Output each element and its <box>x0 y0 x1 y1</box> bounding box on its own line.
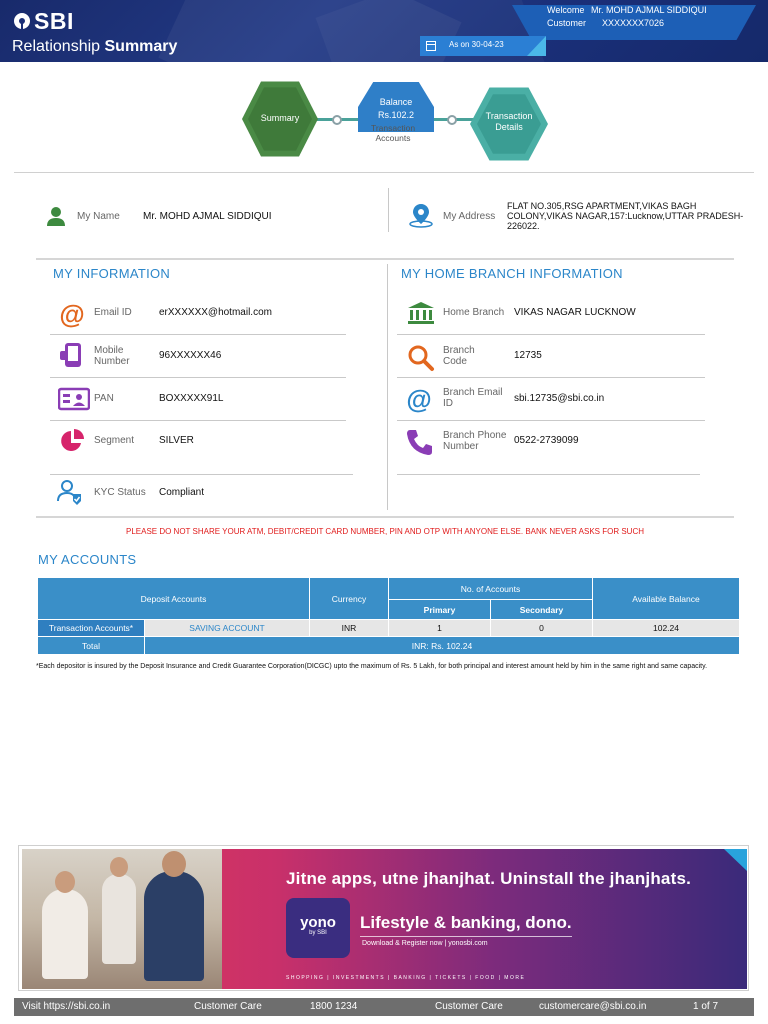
kyc-value: Compliant <box>159 487 205 498</box>
banner-download-text: Download & Register now | yonosbi.com <box>362 940 488 947</box>
page-number: 1 of 7 <box>693 1001 719 1012</box>
step-balance-sub: Transaction Accounts <box>370 123 416 143</box>
email-value: erXXXXXX@hotmail.com <box>159 307 272 318</box>
table-row <box>38 620 740 637</box>
account-product[interactable]: SAVING ACCOUNT <box>145 620 310 637</box>
sbi-logo-text: SBI <box>34 8 74 34</box>
branch-email-value: sbi.12735@sbi.co.in <box>514 393 605 404</box>
as-on-date: As on 30-04-23 <box>449 40 504 49</box>
account-currency: INR <box>310 620 389 637</box>
step-dot <box>447 115 457 125</box>
row-divider <box>397 377 705 378</box>
sbi-logo-icon <box>14 13 30 29</box>
footer-visit-link[interactable]: Visit https://sbi.co.in <box>22 1001 111 1012</box>
col-number-of-accounts: No. of Accounts <box>389 578 593 600</box>
at-sign-icon <box>405 385 433 413</box>
my-accounts-heading: MY ACCOUNTS <box>38 552 137 567</box>
phone-icon <box>406 428 434 456</box>
id-card-icon <box>58 387 90 411</box>
row-divider <box>50 474 353 475</box>
row-divider <box>50 377 346 378</box>
step-transaction-line2: Details <box>495 122 523 132</box>
branch-code-label: Branch Code <box>443 345 475 367</box>
welcome-name: Mr. MOHD AJMAL SIDDIQUI <box>591 5 707 15</box>
branch-phone-value: 0522-2739099 <box>514 435 579 446</box>
kyc-label: KYC Status <box>94 487 146 498</box>
yono-logo-sub: by SBI <box>309 930 327 936</box>
col-primary: Primary <box>389 600 491 620</box>
col-currency: Currency <box>310 578 389 620</box>
col-deposit-accounts: Deposit Accounts <box>38 578 310 620</box>
row-divider <box>397 420 705 421</box>
mobile-value: 96XXXXXX46 <box>159 350 222 361</box>
divider <box>36 516 734 518</box>
customer-id: XXXXXXX7026 <box>602 18 665 28</box>
divider <box>36 258 734 260</box>
report-title <box>12 38 177 56</box>
step-summary-label: Summary <box>260 113 300 123</box>
footer-care-label: Customer Care <box>435 1001 503 1012</box>
svg-text:@: @ <box>59 300 85 328</box>
kyc-verified-icon <box>57 479 83 507</box>
row-divider <box>50 420 346 421</box>
step-balance-label: Balance <box>379 97 413 107</box>
step-balance-amount: Rs.102.2 <box>377 110 415 120</box>
mobile-phone-icon <box>59 342 85 368</box>
row-divider <box>50 334 346 335</box>
total-value: INR: Rs. 102.24 <box>145 637 740 655</box>
report-title-bold: Summary <box>104 38 178 55</box>
branch-code-value: 12735 <box>514 350 542 361</box>
home-branch-heading: MY HOME BRANCH INFORMATION <box>401 266 623 281</box>
mobile-label: Mobile Number <box>94 345 130 367</box>
welcome-label: Welcome <box>547 5 585 15</box>
svg-text:@: @ <box>406 385 432 413</box>
bank-building-icon <box>407 301 435 325</box>
branch-email-label: Branch Email ID <box>443 387 503 409</box>
pan-label: PAN <box>94 393 114 404</box>
name-value: Mr. MOHD AJMAL SIDDIQUI <box>143 211 272 222</box>
customer-label: Customer <box>547 18 587 28</box>
footer-care-label: Customer Care <box>194 1001 262 1012</box>
account-primary: 1 <box>389 620 491 637</box>
divider <box>14 172 754 173</box>
banner-rule <box>360 936 572 937</box>
accounts-table <box>37 577 740 655</box>
location-pin-icon <box>408 202 434 228</box>
banner-tagline: Jitne apps, utne jhanjhat. Uninstall the jhanjhats. <box>286 869 692 888</box>
divider <box>387 264 388 510</box>
at-sign-icon <box>58 300 86 328</box>
total-row <box>38 637 740 655</box>
pan-value: BOXXXXX91L <box>159 393 224 404</box>
col-available-balance: Available Balance <box>593 578 740 620</box>
footer-care-phone[interactable]: 1800 1234 <box>310 1001 358 1012</box>
segment-value: SILVER <box>159 435 194 446</box>
report-title-light: Relationship <box>12 38 105 55</box>
banner-headline: Lifestyle & banking, dono. <box>360 913 572 932</box>
person-icon <box>46 206 66 226</box>
dicgc-footnote: *Each depositor is insured by the Deposit Insurance and Credit Guarantee Corporation(DICGC) upto the maximum of Rs. 5 Lakh, for both principal and interest amount held by him in the same right and same capacity. <box>36 663 708 670</box>
account-secondary: 0 <box>491 620 593 637</box>
col-secondary: Secondary <box>491 600 593 620</box>
divider <box>388 188 389 232</box>
footer-care-email[interactable]: customercare@sbi.co.in <box>539 1001 647 1012</box>
yono-logo-text: yono <box>300 914 336 931</box>
my-information-heading: MY INFORMATION <box>53 266 171 281</box>
home-branch-label: Home Branch <box>443 307 505 318</box>
address-value: FLAT NO.305,RSG APARTMENT,VIKAS BAGH COLONY,VIKAS NAGAR,157:Lucknow,UTTAR PRADESH-226022. <box>507 201 744 231</box>
name-label: My Name <box>77 211 120 222</box>
home-branch-value: VIKAS NAGAR LUCKNOW <box>514 307 636 318</box>
account-balance: 102.24 <box>593 620 740 637</box>
security-warning: PLEASE DO NOT SHARE YOUR ATM, DEBIT/CREDIT CARD NUMBER, PIN AND OTP WITH ANYONE ELSE. BANK NEVER ASKS FOR SUCH <box>125 527 645 536</box>
calendar-icon <box>426 41 436 51</box>
banner-category-strip: SHOPPING | INVESTMENTS | BANKING | TICKETS | FOOD | MORE <box>286 975 526 981</box>
address-label: My Address <box>443 211 496 222</box>
email-label: Email ID <box>94 307 132 318</box>
segment-label: Segment <box>94 435 135 446</box>
pie-chart-icon <box>59 428 85 454</box>
row-divider <box>397 334 705 335</box>
step-dot <box>332 115 342 125</box>
row-divider <box>397 474 700 475</box>
search-icon <box>407 344 435 372</box>
total-label: Total <box>38 637 145 655</box>
account-type: Transaction Accounts* <box>38 620 145 637</box>
branch-phone-label: Branch Phone Number <box>443 430 507 452</box>
family-photo <box>22 849 222 989</box>
step-transaction-line1: Transaction <box>485 111 533 121</box>
